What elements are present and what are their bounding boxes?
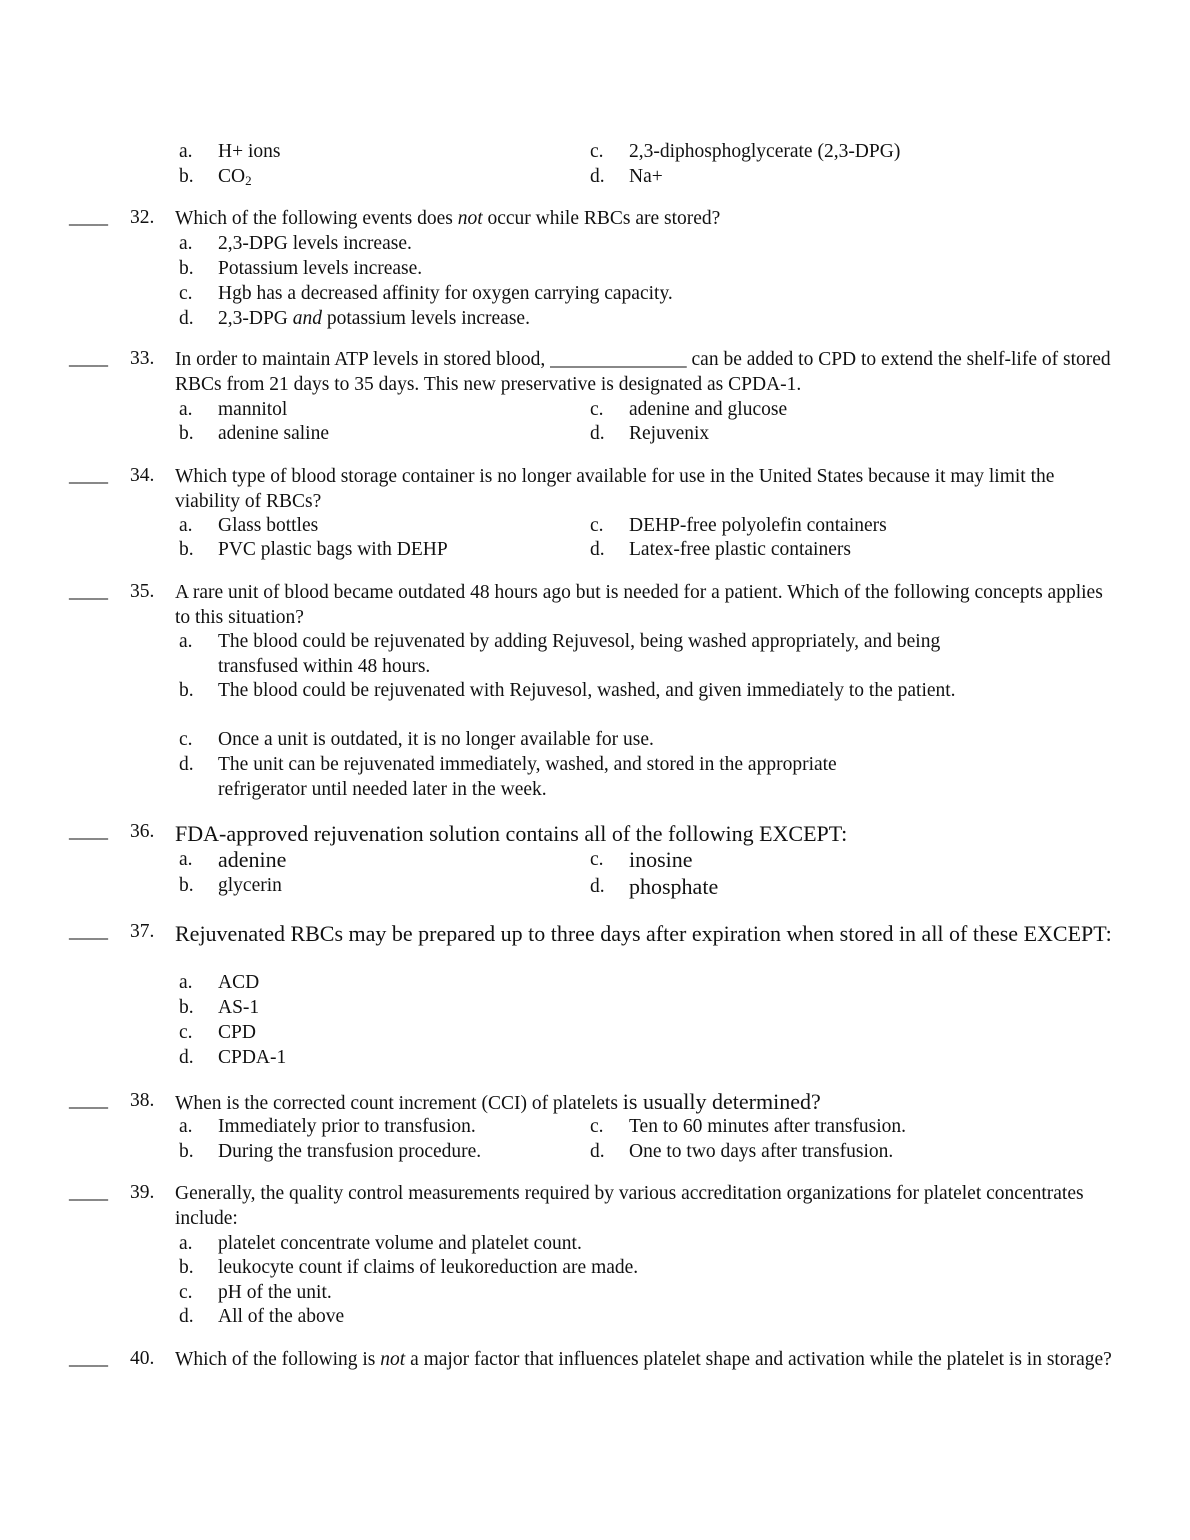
option-text: AS-1 (218, 997, 260, 1018)
stem-part: Which of the following events does (175, 208, 458, 229)
answer-blank[interactable]: ____ (69, 821, 108, 842)
option-text-part: potassium levels increase. (322, 308, 530, 329)
option-letter: d. (590, 539, 605, 560)
option-letter: d. (179, 308, 194, 329)
option-letter: a. (179, 515, 193, 536)
option-text: mannitol (218, 399, 288, 420)
answer-blank[interactable]: ____ (69, 348, 108, 369)
answer-blank[interactable]: ____ (69, 1348, 108, 1369)
stem-part: When is the corrected count increment (CCI) of platelets (175, 1093, 623, 1114)
answer-blank[interactable]: ____ (69, 1090, 108, 1111)
option-text-emphasis: and (292, 308, 323, 329)
option-letter: b. (179, 997, 194, 1018)
option-letter: c. (590, 141, 604, 162)
question-number: 40. (130, 1348, 155, 1369)
option-letter: a. (179, 972, 193, 993)
option-letter: b. (179, 258, 194, 279)
answer-blank[interactable]: ____ (69, 1182, 108, 1203)
option-text: Hgb has a decreased affinity for oxygen carrying capacity. (218, 283, 673, 304)
option-letter: c. (590, 399, 604, 420)
option-letter: c. (590, 515, 604, 536)
option-letter: b. (179, 423, 194, 444)
option-letter: a. (179, 849, 193, 870)
option-letter: b. (179, 680, 194, 701)
option-text (218, 165, 252, 190)
option-letter: d. (179, 754, 194, 775)
option-text: 2,3-DPG levels increase. (218, 233, 412, 254)
option-letter: c. (590, 1116, 604, 1137)
option-letter: c. (179, 729, 193, 750)
stem-part: occur while RBCs are stored? (482, 208, 721, 229)
question-stem: A rare unit of blood became outdated 48 hours ago but is needed for a patient. Which of the following concepts applies to this situation? (175, 582, 1103, 628)
option-letter: c. (179, 1022, 193, 1043)
answer-blank[interactable]: ____ (69, 581, 108, 602)
option-text: Immediately prior to transfusion. (218, 1116, 476, 1137)
option-text: The blood could be rejuvenated by adding Rejuvesol, being washed appropriately, and being transfused within 48 hours. (218, 631, 941, 677)
option-letter: a. (179, 1233, 193, 1254)
question-stem (175, 207, 1120, 232)
question-stem (175, 1348, 1120, 1373)
option-text: adenine and glucose (629, 399, 788, 420)
option-text: Na+ (629, 166, 663, 187)
question-stem: Generally, the quality control measurements required by various accreditation organizations for platelet concentrates include: (175, 1183, 1084, 1229)
question-stem: Rejuvenated RBCs may be prepared up to three days after expiration when stored in all of these EXCEPT: (175, 921, 1112, 946)
option-letter: a. (179, 631, 193, 652)
question-number: 32. (130, 207, 155, 228)
option-text-main: CO (218, 166, 246, 187)
option-text: ACD (218, 972, 260, 993)
option-text: H+ ions (218, 141, 281, 162)
option-letter: c. (179, 1282, 193, 1303)
option-text: glycerin (218, 875, 282, 896)
option-text: pH of the unit. (218, 1282, 332, 1303)
question-number: 35. (130, 581, 155, 602)
answer-blank[interactable]: ____ (69, 207, 108, 228)
option-letter: b. (179, 166, 194, 187)
question-number: 38. (130, 1090, 155, 1111)
option-text: DEHP-free polyolefin containers (629, 515, 887, 536)
option-text: leukocyte count if claims of leukoreduction are made. (218, 1257, 639, 1278)
answer-blank[interactable]: ____ (69, 921, 108, 942)
option-letter: d. (590, 166, 605, 187)
option-text: adenine saline (218, 423, 329, 444)
option-letter: a. (179, 399, 193, 420)
option-letter: d. (590, 876, 605, 897)
option-text: CPD (218, 1022, 256, 1043)
option-text: phosphate (629, 874, 719, 899)
question-number: 33. (130, 348, 155, 369)
option-letter: a. (179, 233, 193, 254)
stem-part: a major factor that influences platelet shape and activation while the platelet is in storage? (405, 1349, 1112, 1370)
option-text: Ten to 60 minutes after transfusion. (629, 1116, 906, 1137)
option-letter: d. (179, 1047, 194, 1068)
option-text: CPDA-1 (218, 1047, 287, 1068)
question-stem: Which type of blood storage container is no longer available for use in the United States because it may limit the viability of RBCs? (175, 466, 1055, 512)
question-stem (175, 1090, 1120, 1117)
option-letter: b. (179, 1141, 194, 1162)
option-letter: b. (179, 539, 194, 560)
option-letter: d. (590, 423, 605, 444)
option-text: The blood could be rejuvenated with Rejuvesol, washed, and given immediately to the patient. (218, 680, 956, 701)
option-letter: b. (179, 1257, 194, 1278)
option-letter: a. (179, 1116, 193, 1137)
option-letter: c. (179, 283, 193, 304)
answer-blank[interactable]: ____ (69, 465, 108, 486)
question-stem: In order to maintain ATP levels in stored blood, ______________ can be added to CPD to extend the shelf-life of stored RBCs from 21 days to 35 days. This new preservative is designated as CPDA-1. (175, 349, 1111, 395)
stem-part-large: is usually determined? (622, 1089, 821, 1114)
option-text: Rejuvenix (629, 423, 710, 444)
question-number: 34. (130, 465, 155, 486)
option-letter: d. (590, 1141, 605, 1162)
option-letter: a. (179, 141, 193, 162)
option-text: Latex-free plastic containers (629, 539, 851, 560)
question-stem: FDA-approved rejuvenation solution contains all of the following EXCEPT: (175, 821, 848, 846)
option-letter: d. (179, 1306, 194, 1327)
option-text: Potassium levels increase. (218, 258, 423, 279)
stem-emphasis: not (380, 1349, 406, 1370)
option-text: One to two days after transfusion. (629, 1141, 894, 1162)
question-number: 39. (130, 1182, 155, 1203)
option-text: inosine (629, 847, 693, 872)
option-text: platelet concentrate volume and platelet count. (218, 1233, 582, 1254)
question-number: 37. (130, 921, 155, 942)
option-text: All of the above (218, 1306, 345, 1327)
option-text: The unit can be rejuvenated immediately, washed, and stored in the appropriate refrigerator until needed later in the week. (218, 754, 837, 800)
option-text: During the transfusion procedure. (218, 1141, 482, 1162)
option-text: Glass bottles (218, 515, 319, 536)
option-text-part: 2,3-DPG (218, 308, 293, 329)
stem-part: Which of the following is (175, 1349, 381, 1370)
subscript: 2 (245, 173, 252, 188)
option-text: PVC plastic bags with DEHP (218, 539, 448, 560)
option-text: Once a unit is outdated, it is no longer available for use. (218, 729, 654, 750)
option-text: adenine (218, 847, 287, 872)
option-letter: c. (590, 849, 604, 870)
option-text: 2,3-diphosphoglycerate (2,3-DPG) (629, 141, 901, 162)
question-number: 36. (130, 821, 155, 842)
option-letter: b. (179, 875, 194, 896)
stem-emphasis: not (457, 208, 483, 229)
option-text (218, 307, 530, 332)
